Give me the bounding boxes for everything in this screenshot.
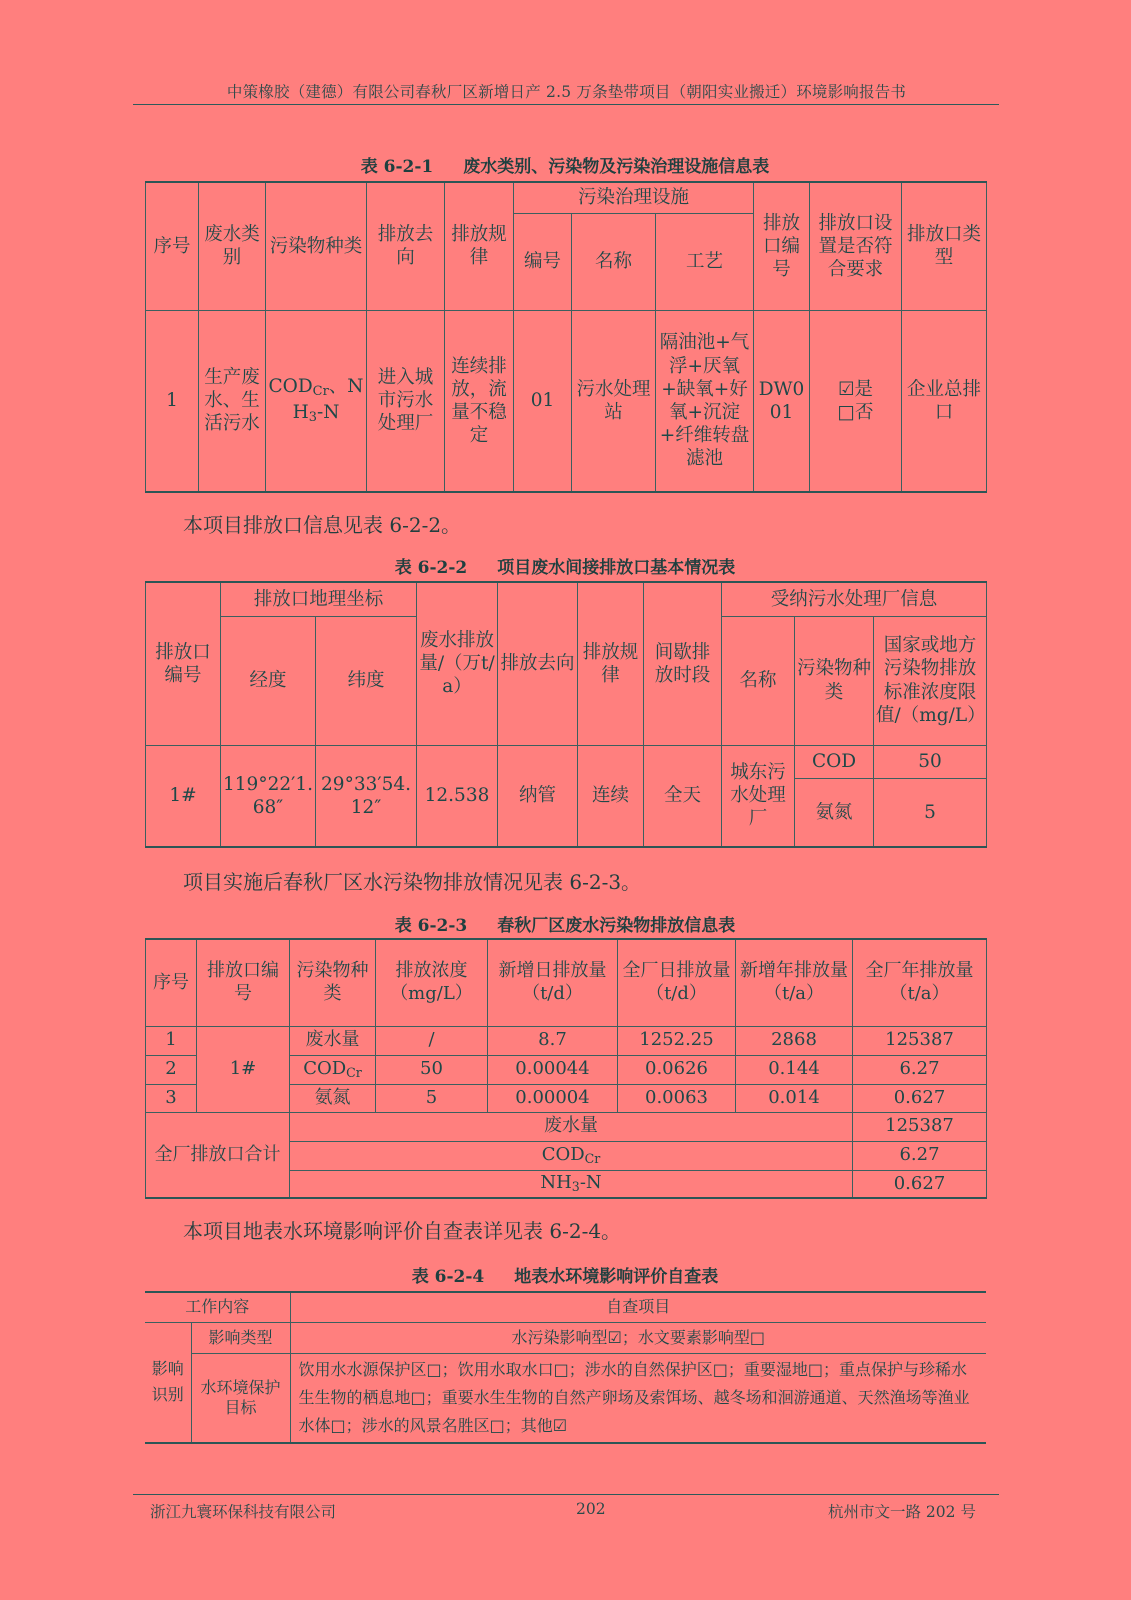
t1-header-fac-name: 名称 xyxy=(572,213,656,310)
footer-page-number: 202 xyxy=(576,1500,606,1518)
t2-header-outlet-no: 排放口编号 xyxy=(146,582,221,745)
footer-company: 浙江九寰环保科技有限公司 xyxy=(150,1503,337,1521)
t3-total-name-sub: 3 xyxy=(571,1179,580,1195)
t1-cell-seq: 1 xyxy=(146,310,199,492)
t1-nh-sub: 3 xyxy=(308,409,317,425)
t2-header-coord-group: 排放口地理坐标 xyxy=(221,582,417,616)
t2-cell-lng: 119°22′1.68″ xyxy=(221,745,316,847)
t4-row1-label: 影响类型 xyxy=(191,1322,290,1353)
t3-header-new-daily: 新增日排放量（t/d） xyxy=(488,939,618,1026)
t3-cell-pollutant xyxy=(290,1026,376,1055)
page-header: 中策橡胶（建德）有限公司春秋厂区新增日产 2.5 万条垫带项目（朝阳实业搬迁）环境影响报告书 xyxy=(226,83,907,101)
t3-cell-new-daily: 8.7 xyxy=(488,1026,618,1055)
table4-caption-title: 地表水环境影响评价自查表 xyxy=(514,1267,719,1287)
t2-header-lng: 经度 xyxy=(221,616,316,745)
table1-caption-number: 表 6-2-1 xyxy=(360,157,434,177)
t1-header-seq: 序号 xyxy=(146,182,199,310)
table-wastewater-facilities xyxy=(145,181,987,493)
t3-cell-conc: 5 xyxy=(376,1084,488,1112)
t3-cell-seq: 2 xyxy=(146,1055,197,1084)
t1-cell-fac-name: 污水处理站 xyxy=(572,310,656,492)
t1-pollutant-tail: -N xyxy=(316,401,340,423)
t3-total-name-text: NH xyxy=(540,1172,572,1194)
t4-row2-value: 饮用水水源保护区□；饮用水取水口□；涉水的自然保护区□；重要湿地□；重点保护与珍稀水生生物的栖息地□；重要水生生物的自然产卵场及索饵场、越冬场和洄游通道、天然渔场等渔业水体□；涉水的风景名胜区□；其他☑ xyxy=(290,1353,986,1443)
t2-header-lat: 纬度 xyxy=(316,616,417,745)
t2-cell-volume: 12.538 xyxy=(417,745,498,847)
t3-header-seq: 序号 xyxy=(146,939,197,1026)
paragraph-outlet-info: 本项目排放口信息见表 6-2-2。 xyxy=(183,513,462,537)
t1-header-fac-no: 编号 xyxy=(514,213,572,310)
table2-caption-number: 表 6-2-2 xyxy=(394,558,468,578)
t1-header-category: 废水类别 xyxy=(199,182,266,310)
t2-header-plant-name: 名称 xyxy=(722,616,795,745)
t1-cell-pollutant xyxy=(266,310,367,492)
t1-cell-destination: 进入城市污水处理厂 xyxy=(367,310,445,492)
t2-header-intermittent: 间歇排放时段 xyxy=(644,582,722,745)
t3-cell-plant-annual: 6.27 xyxy=(853,1055,987,1084)
t4-group-label: 影响识别 xyxy=(145,1322,191,1443)
t3-cell-seq: 3 xyxy=(146,1084,197,1112)
t3-total-label: 全厂排放口合计 xyxy=(146,1112,290,1198)
t3-cell-plant-daily: 0.0063 xyxy=(618,1084,736,1112)
t3-cell-conc: / xyxy=(376,1026,488,1055)
table-indirect-outlet xyxy=(145,581,987,848)
t3-total-name-text: COD xyxy=(541,1144,585,1166)
t3-cell-new-daily: 0.00004 xyxy=(488,1084,618,1112)
table1-caption xyxy=(145,152,985,177)
footer-address: 杭州市文一路 202 号 xyxy=(828,1503,976,1521)
table3-caption-title: 春秋厂区废水污染物排放信息表 xyxy=(497,916,736,936)
t1-cell-category: 生产废水、生活污水 xyxy=(199,310,266,492)
t1-header-outlet-type: 排放口类型 xyxy=(902,182,987,310)
table4-caption xyxy=(145,1262,985,1287)
t2-header-plant-group: 受纳污水处理厂信息 xyxy=(722,582,987,616)
footer-rule xyxy=(133,1494,999,1495)
table1-caption-title: 废水类别、污染物及污染治理设施信息表 xyxy=(463,157,770,177)
table3-caption xyxy=(145,911,985,936)
t3-cell-pollutant xyxy=(290,1084,376,1112)
t3-cell-new-annual: 0.144 xyxy=(736,1055,853,1084)
t2-cell-lat: 29°33′54.12″ xyxy=(316,745,417,847)
t1-header-facility-group: 污染治理设施 xyxy=(514,182,754,213)
t4-header-check: 自查项目 xyxy=(290,1292,986,1322)
t3-cell-plant-annual: 125387 xyxy=(853,1026,987,1055)
t2-cell-pattern: 连续 xyxy=(578,745,644,847)
t1-header-destination: 排放去向 xyxy=(367,182,445,310)
t1-header-pattern: 排放规律 xyxy=(445,182,514,310)
t1-cell-fac-no: 01 xyxy=(514,310,572,492)
t3-cell-new-annual: 2868 xyxy=(736,1026,853,1055)
t2-cell-pollutant-1: COD xyxy=(795,745,874,778)
t4-row2-label: 水环境保护目标 xyxy=(191,1353,290,1443)
t3-pollutant-sub: Cr xyxy=(346,1065,362,1081)
t3-total-name-text: 废水量 xyxy=(544,1115,598,1137)
table3-caption-number: 表 6-2-3 xyxy=(394,916,468,936)
header-rule xyxy=(133,104,999,105)
t3-cell-conc: 50 xyxy=(376,1055,488,1084)
t3-total-value: 6.27 xyxy=(853,1141,987,1170)
t1-cod-sub: Cr xyxy=(312,384,329,400)
t2-header-volume: 废水排放量/（万t/a） xyxy=(417,582,498,745)
table4-caption-number: 表 6-2-4 xyxy=(411,1267,485,1287)
t3-total-value: 0.627 xyxy=(853,1170,987,1198)
t1-cod: COD xyxy=(268,376,313,398)
t3-cell-plant-annual: 0.627 xyxy=(853,1084,987,1112)
t2-cell-plant-name: 城东污水处理厂 xyxy=(722,745,795,847)
t3-header-pollutant: 污染物种类 xyxy=(290,939,376,1026)
t3-total-value: 125387 xyxy=(853,1112,987,1141)
t3-pollutant-name: 氨氮 xyxy=(314,1086,351,1108)
t1-header-pollutant: 污染物种类 xyxy=(266,182,367,310)
t3-cell-seq: 1 xyxy=(146,1026,197,1055)
t3-header-outlet-no: 排放口编号 xyxy=(197,939,290,1026)
t1-pollutant-rest: 、NH xyxy=(292,376,364,423)
t3-cell-pollutant xyxy=(290,1055,376,1084)
t3-header-plant-daily: 全厂日排放量（t/d） xyxy=(618,939,736,1026)
t3-total-name-tail: -N xyxy=(579,1172,602,1194)
t2-cell-intermittent: 全天 xyxy=(644,745,722,847)
t1-cell-outlet-type: 企业总排口 xyxy=(902,310,987,492)
t1-header-fac-process: 工艺 xyxy=(656,213,754,310)
t1-header-compliant: 排放口设置是否符合要求 xyxy=(810,182,902,310)
paragraph-self-check: 本项目地表水环境影响评价自查表详见表 6-2-4。 xyxy=(183,1219,622,1243)
table2-caption xyxy=(145,553,985,578)
t4-row1-value: 水污染影响型☑；水文要素影响型□ xyxy=(290,1322,986,1353)
t1-compliant-no: □否 xyxy=(837,401,874,423)
paragraph-discharge-info: 项目实施后春秋厂区水污染物排放情况见表 6-2-3。 xyxy=(183,870,642,894)
t3-cell-outlet: 1# xyxy=(197,1026,290,1112)
table2-caption-title: 项目废水间接排放口基本情况表 xyxy=(497,558,736,578)
t3-total-name-sub: Cr xyxy=(584,1151,601,1167)
t2-cell-limit-2: 5 xyxy=(874,778,987,847)
t3-cell-plant-daily: 1252.25 xyxy=(618,1026,736,1055)
table-plant-discharge xyxy=(145,938,987,1199)
t1-header-outlet-no: 排放口编号 xyxy=(754,182,810,310)
t2-cell-limit-1: 50 xyxy=(874,745,987,778)
t3-cell-new-daily: 0.00044 xyxy=(488,1055,618,1084)
t2-header-limit: 国家或地方污染物排放标准浓度限值/（mg/L） xyxy=(874,616,987,745)
t4-header-work: 工作内容 xyxy=(145,1292,290,1322)
t2-cell-destination: 纳管 xyxy=(498,745,578,847)
t3-pollutant-name: 废水量 xyxy=(305,1029,360,1051)
t3-pollutant-name: COD xyxy=(303,1058,347,1080)
t3-total-name xyxy=(290,1141,853,1170)
t2-cell-outlet-no: 1# xyxy=(146,745,221,847)
t3-cell-plant-daily: 0.0626 xyxy=(618,1055,736,1084)
t1-cell-outlet-no: DW001 xyxy=(754,310,810,492)
t3-header-conc: 排放浓度（mg/L） xyxy=(376,939,488,1026)
t3-total-name xyxy=(290,1170,853,1198)
t1-cell-pattern: 连续排放，流量不稳定 xyxy=(445,310,514,492)
table-surface-water-checklist xyxy=(145,1291,986,1444)
t2-header-pattern: 排放规律 xyxy=(578,582,644,745)
t2-header-destination: 排放去向 xyxy=(498,582,578,745)
t3-cell-new-annual: 0.014 xyxy=(736,1084,853,1112)
t1-compliant-yes: ☑是 xyxy=(837,378,874,400)
t2-cell-pollutant-2: 氨氮 xyxy=(795,778,874,847)
t1-cell-fac-process: 隔油池+气浮+厌氧+缺氧+好氧+沉淀+纤维转盘滤池 xyxy=(656,310,754,492)
t3-header-plant-annual: 全厂年排放量（t/a） xyxy=(853,939,987,1026)
t1-cell-compliant xyxy=(810,310,902,492)
t3-total-name xyxy=(290,1112,853,1141)
t2-header-pollutant: 污染物种类 xyxy=(795,616,874,745)
t3-header-new-annual: 新增年排放量（t/a） xyxy=(736,939,853,1026)
